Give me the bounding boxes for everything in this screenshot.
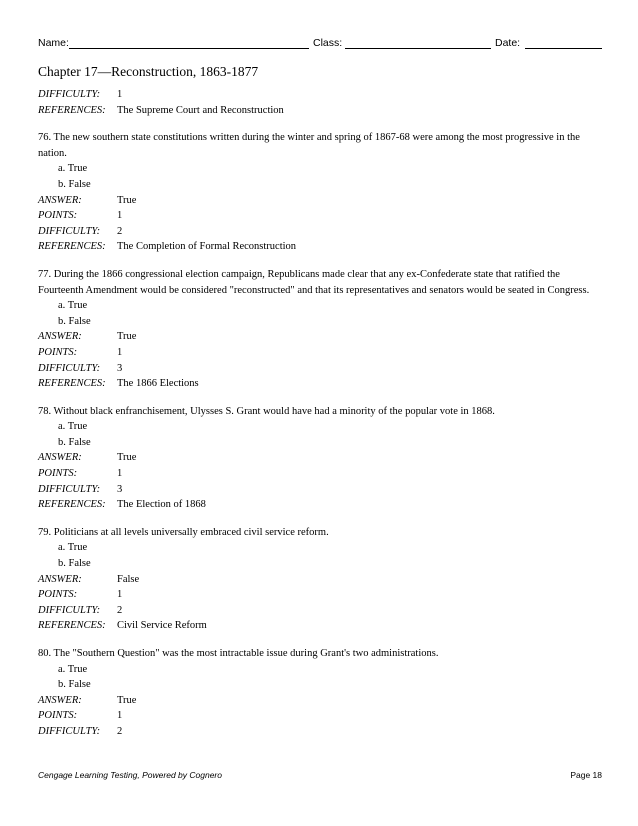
chapter-title: Chapter 17—Reconstruction, 1863-1877 bbox=[38, 64, 259, 79]
meta-row bbox=[38, 708, 604, 724]
date-blank bbox=[525, 48, 602, 49]
class-label: Class: bbox=[313, 37, 343, 49]
meta-row bbox=[38, 587, 604, 603]
meta-row bbox=[38, 466, 604, 482]
meta-key: DIFFICULTY: bbox=[38, 725, 101, 737]
question-77 bbox=[38, 267, 604, 392]
option-true: a. True bbox=[58, 163, 88, 175]
meta-row bbox=[38, 724, 604, 740]
option-true: a. True bbox=[58, 421, 88, 433]
meta-row bbox=[38, 603, 604, 619]
meta-value: True bbox=[117, 694, 137, 706]
meta-key: DIFFICULTY: bbox=[38, 89, 101, 100]
meta-key: REFERENCES: bbox=[38, 104, 106, 116]
meta-key: DIFFICULTY: bbox=[38, 225, 101, 237]
option-true: a. True bbox=[58, 663, 88, 675]
option-false: b. False bbox=[58, 436, 91, 448]
class-blank bbox=[345, 48, 491, 49]
meta-row bbox=[38, 482, 604, 498]
meta-row bbox=[38, 193, 604, 209]
meta-value: 3 bbox=[117, 483, 123, 495]
meta-key: REFERENCES: bbox=[38, 620, 106, 632]
top-meta bbox=[38, 87, 604, 118]
meta-row bbox=[38, 87, 604, 103]
meta-value: The Supreme Court and Reconstruction bbox=[117, 104, 284, 116]
meta-row bbox=[38, 208, 604, 224]
meta-value: Civil Service Reform bbox=[117, 620, 207, 632]
meta-key: ANSWER: bbox=[38, 331, 82, 343]
option-true: a. True bbox=[58, 300, 88, 312]
meta-value: 1 bbox=[117, 710, 123, 722]
meta-key: DIFFICULTY: bbox=[38, 483, 101, 495]
meta-key: DIFFICULTY: bbox=[38, 604, 101, 616]
meta-key: POINTS: bbox=[38, 710, 78, 722]
meta-row bbox=[38, 693, 604, 709]
meta-row bbox=[38, 224, 604, 240]
meta-value: The 1866 Elections bbox=[117, 378, 199, 390]
meta-value: 1 bbox=[117, 89, 123, 100]
question-text: 80. The "Southern Question" was the most intractable issue during Grant's two administrations. bbox=[38, 648, 439, 659]
meta-key: DIFFICULTY: bbox=[38, 362, 101, 374]
meta-value: True bbox=[117, 194, 137, 206]
meta-value: True bbox=[117, 331, 137, 343]
meta-key: ANSWER: bbox=[38, 194, 82, 206]
meta-row bbox=[38, 103, 604, 119]
question-content bbox=[38, 87, 604, 740]
meta-value: 1 bbox=[117, 346, 123, 358]
option-false: b. False bbox=[58, 679, 91, 691]
option-false: b. False bbox=[58, 315, 91, 327]
meta-key: REFERENCES: bbox=[38, 378, 106, 390]
meta-value: 2 bbox=[117, 225, 123, 237]
meta-key: ANSWER: bbox=[38, 573, 82, 585]
option-true: a. True bbox=[58, 542, 88, 554]
meta-row bbox=[38, 376, 604, 392]
question-text: 76. The new southern state constitutions written during the winter and spring of 1867-68 were among the most progressive in the nation. bbox=[38, 132, 580, 159]
question-80 bbox=[38, 646, 604, 740]
meta-row bbox=[38, 361, 604, 377]
name-blank bbox=[69, 48, 309, 49]
page-header bbox=[38, 37, 602, 51]
meta-row bbox=[38, 345, 604, 361]
meta-value: 2 bbox=[117, 725, 123, 737]
meta-value: False bbox=[117, 573, 140, 585]
meta-row bbox=[38, 497, 604, 513]
page-footer bbox=[38, 770, 602, 784]
date-label: Date: bbox=[495, 37, 521, 49]
meta-value: The Completion of Formal Reconstruction bbox=[117, 241, 297, 253]
page-number: Page 18 bbox=[570, 770, 602, 780]
question-text: 77. During the 1866 congressional election campaign, Republicans made clear that any ex-Confederate state that ratified the Fourteenth Amendment would be considered "reconstructed" and that its representatives and senators would be seated in Congress. bbox=[38, 268, 590, 296]
question-79 bbox=[38, 525, 604, 634]
meta-row bbox=[38, 329, 604, 345]
meta-key: POINTS: bbox=[38, 210, 78, 222]
meta-key: REFERENCES: bbox=[38, 241, 106, 253]
name-label: Name: bbox=[38, 37, 69, 49]
meta-key: REFERENCES: bbox=[38, 499, 106, 511]
meta-value: The Election of 1868 bbox=[117, 499, 206, 511]
question-text: 79. Politicians at all levels universally embraced civil service reform. bbox=[38, 526, 329, 538]
question-76 bbox=[38, 130, 604, 255]
option-false: b. False bbox=[58, 558, 91, 570]
meta-key: POINTS: bbox=[38, 346, 78, 358]
meta-key: POINTS: bbox=[38, 589, 78, 601]
meta-row bbox=[38, 572, 604, 588]
question-text: 78. Without black enfranchisement, Ulysses S. Grant would have had a minority of the popular vote in 1868. bbox=[38, 405, 495, 417]
footer-publisher: Cengage Learning Testing, Powered by Cognero bbox=[38, 770, 222, 780]
meta-value: 1 bbox=[117, 210, 123, 222]
meta-row bbox=[38, 450, 604, 466]
meta-value: 3 bbox=[117, 362, 123, 374]
meta-value: 1 bbox=[117, 589, 123, 601]
meta-row bbox=[38, 618, 604, 634]
question-78 bbox=[38, 404, 604, 513]
meta-key: ANSWER: bbox=[38, 452, 82, 464]
meta-value: 2 bbox=[117, 604, 123, 616]
option-false: b. False bbox=[58, 178, 91, 190]
meta-value: 1 bbox=[117, 468, 123, 480]
meta-key: POINTS: bbox=[38, 468, 78, 480]
meta-value: True bbox=[117, 452, 137, 464]
meta-row bbox=[38, 239, 604, 255]
meta-key: ANSWER: bbox=[38, 694, 82, 706]
